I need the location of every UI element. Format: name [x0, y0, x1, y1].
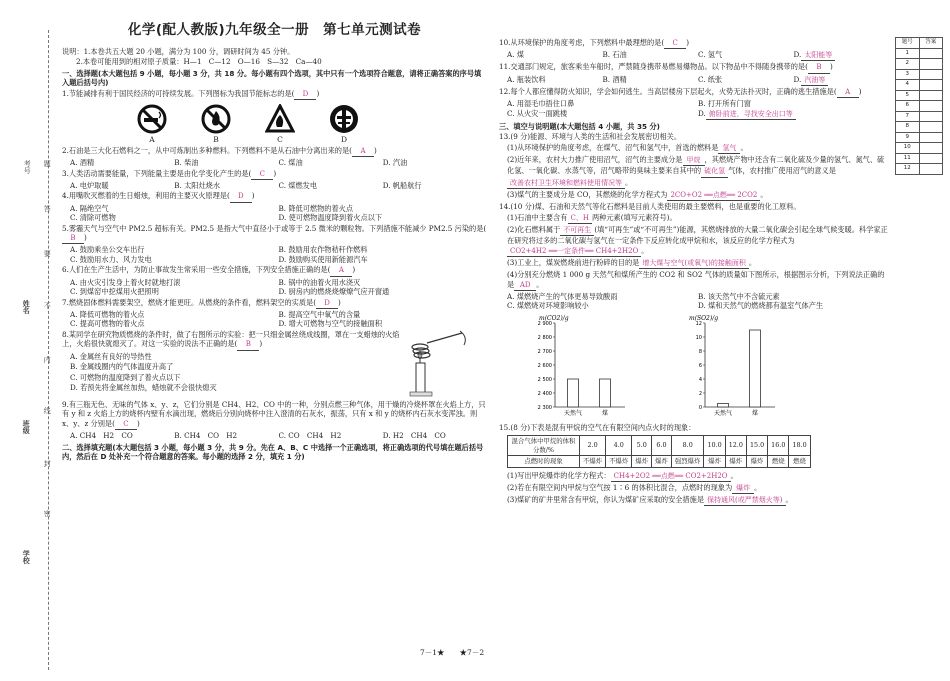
section-1-heading: 一、选择题(本大题包括 9 小题，每小题 3 分，共 18 分。每小题有四个选项，其中只有一个选项符合题意，请将正确答案的序号填入题后括号内)	[62, 68, 482, 88]
answer-q14-2b[interactable]: CO2+4H2 ══一定条件══ CH4+2H2O	[507, 247, 641, 257]
answer-cell[interactable]	[919, 101, 943, 112]
table-cell: 爆炸	[632, 456, 652, 467]
question-12: 12.每个人都应懂得防火知识，学会如何逃生。当高层楼房下层起火，火势无法扑灭时，正确的逃生措施是( A )	[499, 87, 889, 98]
table-row	[896, 38, 943, 49]
question-15: 15.(8 分)下表是混有甲烷的空气在有限空间内点火时的现象：	[499, 422, 696, 432]
table-cell: 16.0	[768, 436, 789, 456]
option[interactable]: B. 石油	[602, 50, 627, 60]
q12-options	[499, 99, 889, 120]
so2-bar-chart	[671, 313, 801, 421]
answer-q9[interactable]: C	[115, 420, 137, 430]
question-6: 6.人们在生产生活中，为防止事故发生常采用一些安全措施，下列安全措施正确的是( A )	[62, 265, 487, 276]
option[interactable]: C. 纸张	[698, 74, 723, 84]
table-cell: 18.0	[789, 436, 810, 456]
answer-q10[interactable]: C	[664, 39, 686, 49]
seal-char: 答	[43, 205, 52, 212]
question-13: 13.(9 分)能源、环境与人类的生活和社会发展密切相关。	[499, 132, 682, 142]
table-header: 题号	[896, 38, 920, 49]
question-1: 1.节能减排有利于国民经济的可持续发展。下列图标为我国节能标志的是( D )	[62, 89, 487, 100]
x-tick-label: 煤	[601, 409, 609, 417]
seal-xingming: 姓名	[22, 300, 32, 314]
table-row	[896, 164, 943, 175]
answer-q13-2b[interactable]: 硫化氢	[701, 167, 728, 177]
table-row	[896, 69, 943, 80]
answer-q11[interactable]: B	[808, 63, 830, 73]
option[interactable]: C. 到煤窑中挖煤用火把照明	[70, 287, 159, 297]
option[interactable]: D. 鼓励购买使用新能源汽车	[278, 254, 368, 264]
option[interactable]: A. 由火灾引发身上着火时就地打滚	[70, 277, 181, 287]
answer-q14-3[interactable]: 增大煤与空气(或氧气)的接触面积	[639, 259, 748, 269]
table-cell: 10.0	[704, 436, 725, 456]
answer-q4[interactable]: D	[230, 192, 252, 202]
table-cell: 5.0	[632, 436, 652, 456]
page-title: 化学(配人教版)九年级全一册 第七单元测试卷	[127, 22, 422, 38]
y-tick-label: 8	[698, 348, 702, 355]
table-cell: 2	[896, 59, 920, 70]
option[interactable]: C. 煤燃烧对环境影响较小	[507, 301, 589, 311]
y-tick-label: 12	[695, 320, 702, 327]
answer-q2[interactable]: A	[352, 147, 374, 157]
q13-part-3: (3)煤气的主要成分是 CO，其燃烧的化学方程式为 2CO+O2 ══点燃══ 2CO2 。	[499, 190, 889, 201]
option[interactable]: C. 从火灾一面跳楼	[507, 108, 568, 118]
q14-options	[499, 292, 889, 311]
question-8-block	[62, 329, 487, 399]
option[interactable]: B. 打开所有门窗	[698, 99, 751, 109]
option[interactable]: B. 该天然气中不含硫元素	[698, 291, 780, 301]
energy-saving-logo-icon	[329, 104, 359, 134]
y-tick-label: 2 400	[537, 390, 552, 397]
table-cell: 4	[896, 80, 920, 91]
table-cell: 爆炸	[652, 456, 672, 467]
answer-cell[interactable]	[919, 164, 943, 175]
option[interactable]: A. 降低可燃物的着火点	[70, 309, 145, 319]
answer-cell[interactable]	[919, 111, 943, 122]
table-cell: 爆炸	[746, 456, 767, 467]
table-cell: 2.0	[580, 436, 606, 456]
y-tick-label: 2 600	[537, 362, 552, 369]
table-cell: 9	[896, 132, 920, 143]
answer-cell[interactable]	[919, 143, 943, 154]
no-smoking-icon	[137, 104, 167, 134]
y-tick-label: 0	[698, 404, 702, 411]
option[interactable]: A. CH4 H2 CO	[70, 431, 133, 441]
y-tick-label: 2 800	[537, 334, 552, 341]
answer-cell[interactable]	[919, 69, 943, 80]
table-cell: 5	[896, 90, 920, 101]
question-3: 3.人类活动需要能量，下列能量主要是由化学变化产生的是( C )	[62, 169, 487, 180]
table-cell: 不爆炸	[606, 456, 632, 467]
question-11: 11.交通部门规定，旅客乘坐车船时，严禁随身携带易燃易爆物品。以下物品中不得随身携带的是( B )	[499, 62, 889, 73]
answer-cell[interactable]	[919, 80, 943, 91]
bar	[600, 379, 611, 407]
candle-coil-illustration	[402, 329, 472, 399]
question-9: 9.有三瓶无色、无味的气体 x、y、z，它们分别是 CH4、H2、CO 中的一种，分别点燃三种气体，用干燥的冷烧杯罩在火焰上方，只有 y 和 z 火焰上方的烧杯内壁有水滴出现，燃烧后分别向烧杯中注入澄清的石灰水，振荡，只有 x 和 y 的烧杯内石灰水变浑浊。则 x、y、z 分别是( C )	[62, 400, 487, 430]
answer-cell[interactable]	[919, 122, 943, 133]
q15-part-3: (3)煤矿的矿井里常含有甲烷，你认为煤矿应采取的安全措施是 保持通风(或严禁烟火等) 。	[499, 495, 889, 506]
q14-part-4: (4)分别充分燃烧 1 000 g 天然气和煤所产生的 CO2 和 SO2 气体的质量如下图所示，根据图示分析，下列说法正确的是 AD 。	[499, 270, 889, 291]
q15-part-2: (2)若在有限空间内甲烷与空气按 1∶6 的体积比混合，点燃时的现象为 爆炸 。	[499, 483, 889, 494]
answer-q13-2a[interactable]: 甲烷	[683, 156, 705, 166]
table-row	[896, 80, 943, 91]
answer-cell[interactable]	[919, 132, 943, 143]
seal-char: 内	[43, 356, 52, 363]
answer-q14-1[interactable]: C、H	[568, 214, 592, 224]
option[interactable]: A. 煤燃烧产生的气体更易导致酸雨	[507, 291, 618, 301]
note-1: 说明：1.本卷共五大题 20 小题，满分为 100 分，调研时间为 45 分钟。	[62, 46, 295, 56]
y-tick-label: 10	[695, 334, 702, 341]
table-cell: 1	[896, 48, 920, 59]
option[interactable]: D. 汽油	[382, 158, 408, 168]
y-tick-label: 2	[698, 390, 702, 397]
option[interactable]: C. 煤油	[278, 158, 303, 168]
q14-part-2: (2)化石燃料属于 不可再生 (填“可再生”或“不可再生”)能源，其燃烧排放的大量二氧化碳会引起全球气候变暖。科学家正在研究将过多的二氧化碳与氢气在一定条件下反应转化成甲烷和水，该反应的化学方程式为CO2+4H2 ══一定条件══ CH4+2H2O 。	[499, 225, 889, 257]
table-row	[896, 122, 943, 133]
y-tick-label: 4	[698, 376, 702, 383]
co2-bar-chart	[521, 313, 651, 421]
answer-q7[interactable]: D	[316, 299, 338, 309]
option-d[interactable]: D. 俯卧前进，寻找安全出口等	[698, 109, 889, 120]
option[interactable]: B. CH4 CO H2	[174, 431, 238, 441]
flammable-warning-icon	[265, 104, 295, 134]
table-row	[896, 101, 943, 112]
y-tick-label: 6	[698, 362, 702, 369]
section-3-heading: 三、填空与说明题(本大题包括 4 小题，共 35 分)	[499, 121, 660, 131]
table-cell: 7	[896, 111, 920, 122]
option[interactable]: A. 煤	[507, 50, 524, 60]
option[interactable]: D. 增大可燃物与空气的接触面积	[278, 319, 383, 329]
option[interactable]: D. 厨房内的燃烧烧燎燎气应开窗通	[278, 287, 390, 297]
table-row	[896, 132, 943, 143]
option-d[interactable]: D. 太阳能等	[794, 50, 890, 61]
sign-option-a[interactable]: A	[134, 104, 170, 145]
option[interactable]: D. 帆船航行	[382, 180, 422, 190]
y-tick-label: 2 300	[537, 404, 552, 411]
table-row	[896, 48, 943, 59]
y-axis-label: m(SO2)/g	[689, 314, 719, 322]
table-cell: 强烈爆炸	[671, 456, 704, 467]
option[interactable]: B. 提高空气中氧气的含量	[278, 309, 361, 319]
question-7: 7.燃烧固体燃料需要架空，燃烧才能更旺。从燃烧的条件看，燃料架空的实质是( D )	[62, 298, 487, 309]
table-cell: 燃烧	[768, 456, 789, 467]
seal-char: 线	[43, 407, 52, 414]
answer-q5[interactable]: B	[62, 234, 84, 244]
option[interactable]: D. 使可燃物温度降到着火点以下	[278, 213, 383, 223]
x-tick-label: 煤	[751, 409, 759, 417]
answer-q1[interactable]: D	[294, 90, 316, 100]
methane-table	[507, 435, 811, 467]
no-fire-icon	[201, 104, 231, 134]
energy-sign-options	[134, 104, 487, 145]
answer-q8[interactable]: B	[237, 340, 259, 350]
seal-char: 要	[43, 250, 52, 257]
option[interactable]: C. 可燃物的温度降到了着火点以下	[70, 372, 181, 382]
table-cell: 爆炸	[704, 456, 725, 467]
table-cell: 10	[896, 143, 920, 154]
table-cell: 3	[896, 69, 920, 80]
table-cell: 8	[896, 122, 920, 133]
table-cell: 点燃时的现象	[508, 456, 580, 467]
section-2-heading: 二、选择填充题(本大题包括 3 小题，每小题 3 分，共 9 分。先在 A、B、C 中选择一个正确选项，将正确选项的代号填在题后括号内，然后在 D 处补充一个符合题意的答案。每小题的选择 2 分，填充 1 分)	[62, 442, 484, 462]
answer-q15-1[interactable]: CH4+2O2 ══点燃══ CO2+2H2O	[611, 472, 731, 482]
answer-cell[interactable]	[919, 59, 943, 70]
q5-options	[62, 245, 487, 264]
seal-strip	[8, 20, 70, 670]
seal-dashed-line	[48, 30, 49, 670]
answer-cell[interactable]	[919, 48, 943, 59]
option[interactable]: B. 太阳灶烧水	[174, 180, 221, 190]
option[interactable]: A. 电炉取暖	[70, 180, 109, 190]
table-cell: 燃烧	[789, 456, 810, 467]
q4-options	[62, 204, 487, 223]
y-axis-label: m(CO2)/g	[539, 314, 569, 322]
y-tick-label: 2 900	[537, 320, 552, 327]
question-5: 5.雾霾天气与空气中 PM2.5 超标有关。PM2.5 是指大气中直径小于或等于 2.5 微米的颗粒物。下列措施不能减少 PM2.5 污染的是(B )	[62, 224, 487, 245]
q6-options	[62, 278, 487, 297]
table-header: 答案	[919, 38, 943, 49]
option[interactable]: B. 酒精	[602, 74, 627, 84]
table-cell: 6.0	[652, 436, 672, 456]
answer-q6[interactable]: A	[330, 266, 352, 276]
option-d[interactable]: D. 汽油等	[794, 75, 890, 86]
option[interactable]: D. H2 CH4 CO	[382, 431, 446, 441]
table-cell: 混合气体中甲烷的体积分数/%	[508, 436, 580, 456]
bar	[750, 330, 761, 407]
table-cell: 12.0	[725, 436, 746, 456]
table-row	[896, 143, 943, 154]
answer-q15-2[interactable]: 爆炸	[732, 484, 754, 494]
q14-part-3: (3)工业上，煤炭燃烧前进行粉碎的目的是 增大煤与空气(或氧气)的接触面积 。	[499, 258, 889, 269]
right-column	[499, 37, 889, 667]
q10-options	[499, 50, 889, 61]
answer-q12[interactable]: A	[837, 88, 859, 98]
y-tick-label: 2 500	[537, 376, 552, 383]
option[interactable]: B. 锅中的油着火用水浇灭	[278, 277, 361, 287]
option[interactable]: C. 氢气	[698, 50, 723, 60]
answer-q13-2c[interactable]: 改善农村卫生环境和燃料使用情况等	[507, 179, 625, 189]
emission-charts	[521, 313, 889, 421]
option[interactable]: A. 鼓励乘坐公交车出行	[70, 245, 145, 255]
option[interactable]: B. 柴油	[174, 158, 199, 168]
option[interactable]: C. CO CH4 H2	[278, 431, 342, 441]
answer-score-table	[895, 37, 943, 175]
option[interactable]: D. 若预先将金属丝加热，蜡烛就不会很快熄灭	[70, 383, 217, 393]
q13-part-1: (1)从环境保护的角度考虑，在煤气、沼气和氢气中，首选的燃料是 氢气 。	[499, 143, 889, 154]
table-cell: 不爆炸	[580, 456, 606, 467]
question-14: 14.(10 分)煤、石油和天然气等化石燃料是目前人类使用的最主要燃料，也是重要的化工原料。	[499, 202, 801, 212]
seal-banji: 班级	[22, 420, 32, 434]
option[interactable]: C. 清除可燃物	[70, 213, 116, 223]
table-cell: 12	[896, 164, 920, 175]
q9-options	[62, 431, 487, 441]
seal-char: 密	[43, 510, 52, 517]
option[interactable]: A. 金属丝有良好的导热性	[70, 351, 152, 361]
answer-q3[interactable]: C	[251, 170, 273, 180]
table-row	[508, 456, 811, 467]
question-10: 10.从环境保护的角度考虑，下列燃料中最理想的是( C )	[499, 38, 889, 49]
bar	[568, 379, 579, 407]
seal-char: 题	[43, 160, 52, 167]
question-8: 8.某同学在研究物质燃烧的条件时，做了右图所示的实验：把一只细金属丝绕成线圈，罩在一支蜡烛的火焰上，火焰很快就熄灭了。对这一实验的说法不正确的是( B )	[62, 330, 402, 351]
note-2: 2.本卷可能用到的相对原子质量：H—1 C—12 O—16 S—32 Ca—40	[76, 57, 322, 67]
q2-options	[62, 158, 487, 168]
answer-cell[interactable]	[919, 90, 943, 101]
option[interactable]: B. 金属线圈内的气体温度升高了	[70, 362, 174, 372]
table-cell: 4.0	[606, 436, 632, 456]
table-row	[896, 111, 943, 122]
x-tick-label: 天然气	[563, 409, 583, 417]
table-row	[896, 59, 943, 70]
table-cell: 爆炸	[725, 456, 746, 467]
table-cell: 15.0	[746, 436, 767, 456]
x-tick-label: 天然气	[713, 409, 733, 417]
table-cell: 6	[896, 101, 920, 112]
answer-q14-4[interactable]: AD	[514, 281, 536, 291]
question-4: 4.用嘴吹灭燃着的生日蜡烛，利用的主要灭火原理是( D )	[62, 191, 487, 202]
table-row	[508, 436, 811, 456]
option[interactable]: C. 鼓励用水力、风力发电	[70, 254, 152, 264]
option[interactable]: A. 用湿毛巾捂住口鼻	[507, 99, 575, 109]
seal-char: 不	[43, 302, 52, 309]
option[interactable]: A. 酒精	[70, 158, 95, 168]
table-row	[896, 90, 943, 101]
sign-option-b[interactable]: B	[198, 104, 234, 145]
answer-q13-3[interactable]: 2CO+O2 ══点燃══ 2CO2	[667, 191, 760, 201]
option[interactable]: D. 煤和天然气的燃烧都有温室气体产生	[698, 301, 824, 311]
answer-q14-2a[interactable]: 不可再生	[560, 226, 594, 236]
table-cell: 8.0	[671, 436, 704, 456]
page-footer: 7－1★ ★7－2	[420, 648, 485, 657]
option[interactable]: A. 隔绝空气	[70, 203, 109, 213]
answer-q13-1[interactable]: 氢气	[718, 144, 740, 154]
q7-options	[62, 310, 487, 329]
left-column	[62, 22, 487, 672]
q13-part-2: (2)近年来，农村大力推广使用沼气，沼气的主要成分是 甲烷 ，其燃烧产物中还含有二氧化硫及少量的氢气、氮气、硫化氢、一氧化碳、水蒸气等，沼气略带的臭味主要来自其中的 硫化氢 气体，农村推广使用沼气的意义是改善农村卫生环境和燃料使用情况等 。	[499, 155, 889, 189]
bar	[718, 403, 729, 407]
sign-option-c[interactable]: C	[262, 104, 298, 145]
seal-kaohao: 考号	[23, 160, 32, 174]
option[interactable]: C. 煤燃发电	[278, 180, 318, 190]
q14-part-1: (1)石油中主要含有 C、H 两种元素(填写元素符号)。	[499, 213, 889, 224]
q15-part-1: (1)写出甲烷爆炸的化学方程式： CH4+2O2 ══点燃══ CO2+2H2O 。	[499, 471, 889, 482]
y-tick-label: 2 700	[537, 348, 552, 355]
option[interactable]: B. 降低可燃物的着火点	[278, 203, 354, 213]
question-2: 2.石油是三大化石燃料之一，从中可炼制出多种燃料。下列燃料不是从石油中分离出来的是( A )	[62, 146, 487, 157]
option[interactable]: C. 提高可燃物的着火点	[70, 319, 145, 329]
table-row	[896, 153, 943, 164]
seal-xuexiao: 学校	[22, 550, 32, 564]
sign-option-d[interactable]: D	[326, 104, 362, 145]
option[interactable]: B. 鼓励用农作物秸秆作燃料	[278, 245, 368, 255]
answer-cell[interactable]	[919, 153, 943, 164]
answer-q15-3[interactable]: 保持通风(或严禁烟火等)	[704, 496, 785, 506]
q3-options	[62, 181, 487, 191]
table-cell: 11	[896, 153, 920, 164]
option[interactable]: A. 瓶装饮料	[507, 74, 546, 84]
seal-char: 封	[43, 460, 52, 467]
q11-options	[499, 75, 889, 86]
